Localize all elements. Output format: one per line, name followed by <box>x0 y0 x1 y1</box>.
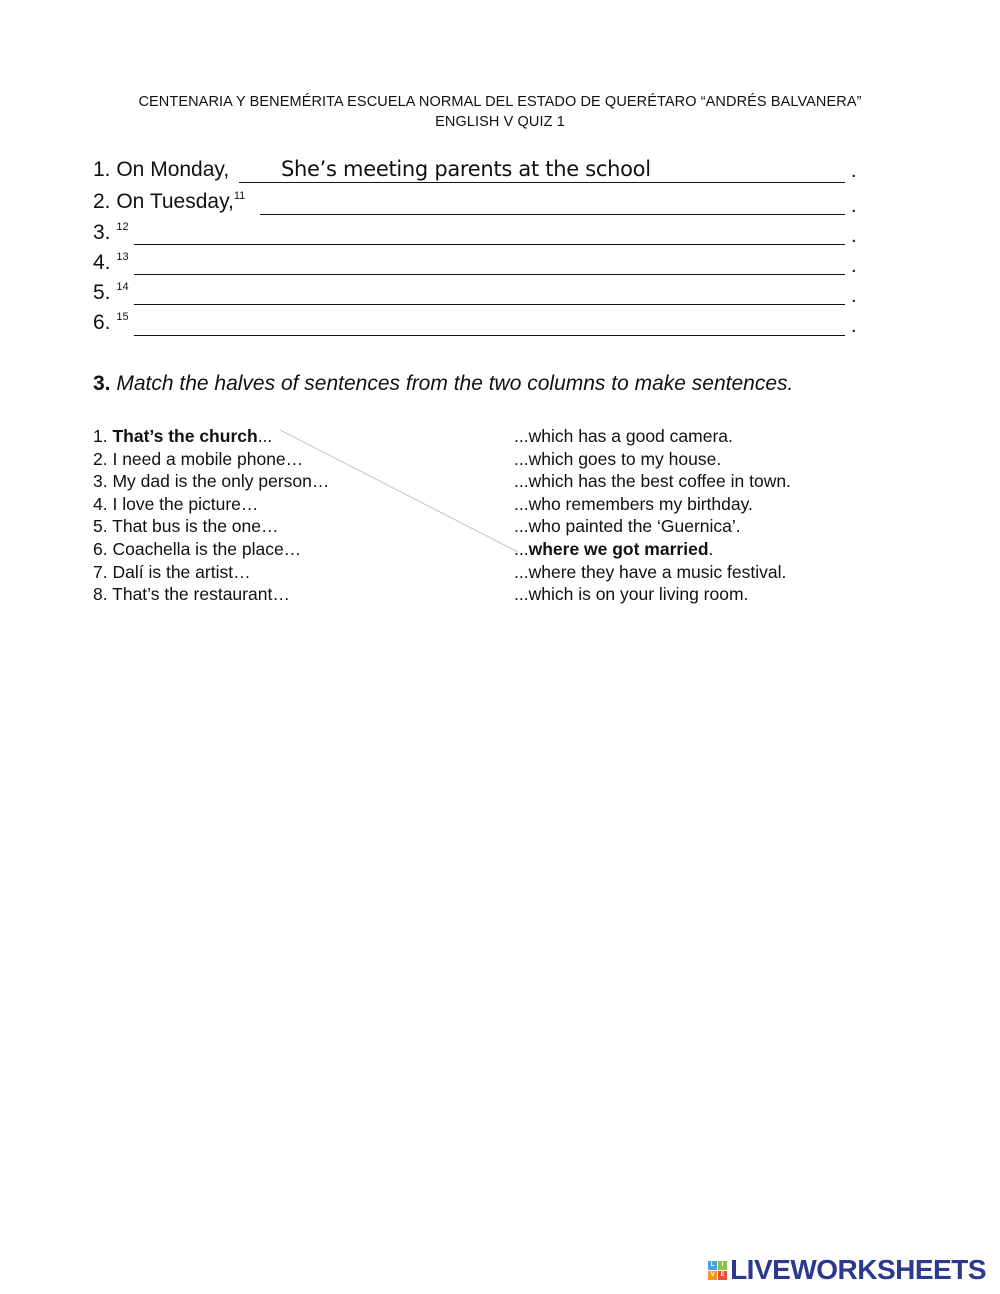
item-bold: That’s the church <box>112 426 258 446</box>
item-text: ... <box>257 426 273 446</box>
fill-in-prefix: 2. On Tuesday, <box>93 190 234 213</box>
item-text: That’s the restaurant… <box>112 584 290 605</box>
period: . <box>851 225 857 247</box>
item-text: Dalí is the artist… <box>112 561 251 582</box>
logo-block: V <box>708 1271 717 1280</box>
fill-in-prefix: 1. On Monday, <box>93 158 230 181</box>
item-number: 7. <box>93 561 113 582</box>
fill-in-prefix: 3. <box>93 221 117 244</box>
liveworksheets-logo <box>708 1256 986 1284</box>
match-connector-line[interactable] <box>280 430 518 552</box>
item-number: 2. <box>93 448 113 469</box>
fill-in-prefix: 4. <box>93 251 117 274</box>
period: . <box>851 315 857 337</box>
item-number: 8. <box>93 584 113 605</box>
item-bold: where we got married <box>528 538 709 559</box>
footnote-number: 14 <box>116 281 129 293</box>
item-text: ...who painted the ‘Guernica’. <box>514 516 741 537</box>
item-text: ... <box>514 538 529 559</box>
logo-block: E <box>718 1271 727 1280</box>
period: . <box>851 160 857 182</box>
logo-text: LIVEWORKSHEETS <box>730 1254 986 1285</box>
item-text: ...which is on your living room. <box>514 584 749 605</box>
item-number: 1. <box>93 426 113 446</box>
item-number: 4. <box>93 493 113 514</box>
item-text: I need a mobile phone… <box>112 448 304 469</box>
logo-block: I <box>718 1261 727 1270</box>
quiz-title: ENGLISH V QUIZ 1 <box>435 114 565 130</box>
logo-blocks-icon <box>708 1261 727 1280</box>
item-text: ...which goes to my house. <box>514 448 722 469</box>
item-text: ...which has the best coffee in town. <box>514 471 791 492</box>
footnote-number: 13 <box>116 251 129 263</box>
fill-in-prefix: 5. <box>93 281 117 304</box>
item-text-end: . <box>708 538 714 559</box>
footnote-number: 11 <box>233 190 246 202</box>
school-name: CENTENARIA Y BENEMÉRITA ESCUELA NORMAL DEL ESTADO DE QUERÉTARO “ANDRÉS BALVANERA” <box>138 94 862 110</box>
footnote-number: 15 <box>116 311 129 323</box>
logo-block: L <box>708 1261 717 1270</box>
period: . <box>851 255 857 277</box>
item-text: ...which has a good camera. <box>514 426 733 446</box>
footnote-number: 12 <box>116 221 129 233</box>
section-number: 3. <box>93 372 111 395</box>
item-text: Coachella is the place… <box>112 538 302 559</box>
item-number: 3. <box>93 471 113 492</box>
instruction-text: Match the halves of sentences from the two columns to make sentences. <box>116 372 794 395</box>
item-number: 6. <box>93 538 113 559</box>
answer-text[interactable]: She’s meeting parents at the school <box>281 157 651 181</box>
period: . <box>851 195 857 217</box>
item-text: I love the picture… <box>112 493 259 514</box>
item-text: ...where they have a music festival. <box>514 561 787 582</box>
item-text: That bus is the one… <box>112 516 279 537</box>
item-number: 5. <box>93 516 113 537</box>
item-text: My dad is the only person… <box>112 471 330 492</box>
fill-in-prefix: 6. <box>93 311 117 334</box>
period: . <box>851 285 857 307</box>
item-text: ...who remembers my birthday. <box>514 493 753 514</box>
